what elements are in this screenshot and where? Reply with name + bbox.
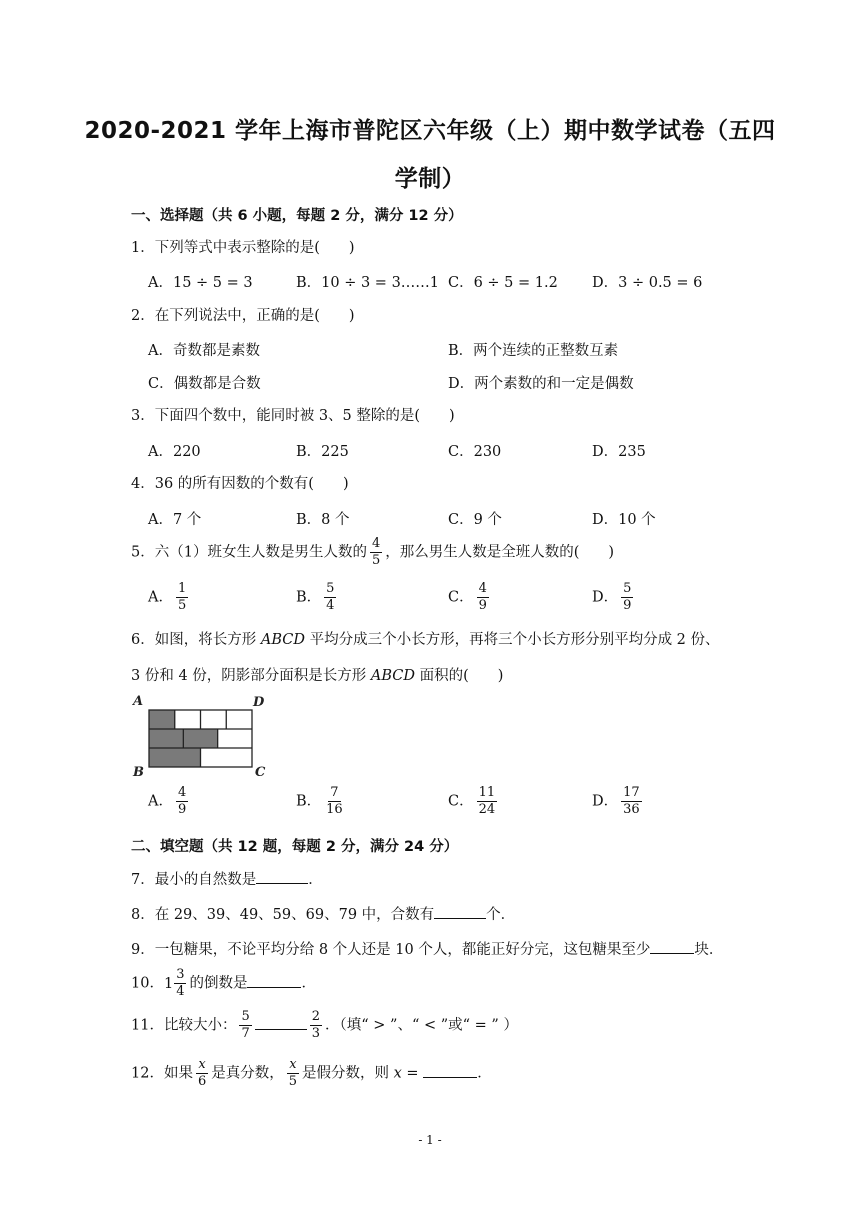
fraction-denominator: 5 bbox=[371, 553, 381, 568]
q4-option-b: B．8 个 bbox=[296, 512, 350, 528]
page-number: - 1 - bbox=[418, 1133, 442, 1147]
q5-option-a bbox=[148, 582, 191, 613]
answer-blank[interactable] bbox=[247, 973, 301, 988]
q6-option-c bbox=[448, 786, 500, 817]
q4-option-d: D．10 个 bbox=[592, 512, 656, 528]
q11-fraction-left bbox=[239, 1010, 251, 1041]
fraction-numerator: 5 bbox=[623, 581, 632, 596]
q9-text: 块． bbox=[694, 942, 724, 958]
option-fraction bbox=[621, 786, 642, 817]
q7-text: 7．最小的自然数是 bbox=[131, 872, 257, 888]
q12-fraction-1 bbox=[196, 1058, 208, 1089]
fraction-numerator: x bbox=[289, 1057, 297, 1072]
q1-option-b: B．10 ÷ 3 = 3……1 bbox=[296, 275, 440, 291]
question-4-stem: 4．36 的所有因数的个数有( ) bbox=[131, 476, 349, 492]
mixed-whole: 1 bbox=[163, 975, 174, 992]
q2-option-a: A．奇数都是素数 bbox=[148, 343, 260, 359]
fraction-denominator: 4 bbox=[326, 598, 335, 613]
section-heading-fill-in: 二、填空题（共 12 题，每题 2 分，满分 24 分） bbox=[131, 839, 459, 855]
fraction-denominator: 36 bbox=[623, 802, 640, 817]
q10-text: ． bbox=[301, 975, 316, 992]
q5-stem-part2: ，那么男生人数是全班人数的( ) bbox=[385, 544, 615, 561]
q9-text: 9．一包糖果，不论平均分给 8 个人还是 10 个人，都能正好分完，这包糖果至少 bbox=[131, 942, 651, 958]
option-label: B． bbox=[296, 793, 322, 810]
fraction-denominator: 16 bbox=[326, 802, 343, 817]
q3-option-d: D．235 bbox=[592, 444, 646, 460]
fraction-denominator: 4 bbox=[176, 984, 185, 999]
exam-title-line2: 学制） bbox=[394, 166, 466, 192]
q6-rect-name: ABCD bbox=[260, 632, 305, 648]
q6-text: 3 份和 4 份，阴影部分面积是长方形 bbox=[131, 668, 371, 684]
q12-text: 是假分数，则 bbox=[302, 1065, 394, 1082]
question-2-stem: 2．在下列说法中，正确的是( ) bbox=[131, 308, 355, 324]
option-fraction bbox=[621, 582, 633, 613]
q6-text: 平均分成三个小长方形，再将三个小长方形分别平均分成 2 份、 bbox=[304, 632, 720, 648]
fraction-denominator: 9 bbox=[177, 802, 187, 817]
q11-text: 11．比较大小： bbox=[131, 1017, 237, 1034]
q2-option-d: D．两个素数的和一定是偶数 bbox=[448, 376, 634, 392]
q10-text: 的倒数是 bbox=[189, 975, 248, 992]
q12-text: 是真分数， bbox=[211, 1065, 284, 1082]
q5-stem-fraction bbox=[370, 537, 382, 568]
fraction-denominator: 3 bbox=[311, 1026, 321, 1041]
q5-option-c bbox=[448, 582, 492, 613]
question-12 bbox=[131, 1058, 492, 1089]
option-label: C． bbox=[448, 793, 474, 810]
q2-option-c: C．偶数都是合数 bbox=[148, 376, 261, 392]
fraction-numerator: 11 bbox=[478, 785, 496, 800]
exam-title-line1: 2020-2021 学年上海市普陀区六年级（上）期中数学试卷（五四 bbox=[84, 118, 776, 144]
fraction-numerator: 7 bbox=[330, 785, 339, 800]
option-fraction bbox=[477, 582, 489, 613]
figure-label-b: B bbox=[133, 765, 144, 780]
question-11 bbox=[131, 1010, 518, 1041]
q12-fraction-2 bbox=[287, 1058, 299, 1089]
mixed-fraction bbox=[174, 968, 186, 999]
q11-fraction-right bbox=[310, 1010, 322, 1041]
fraction-denominator: 9 bbox=[623, 598, 632, 613]
q3-option-a: A．220 bbox=[148, 444, 201, 460]
q11-text: ．（填“ > ”、“ < ”或“ = ” ） bbox=[325, 1017, 518, 1034]
option-label: C． bbox=[448, 589, 474, 606]
q7-text: ． bbox=[308, 872, 323, 888]
answer-blank[interactable] bbox=[255, 1015, 307, 1030]
option-fraction bbox=[176, 582, 188, 613]
q10-text: 10． bbox=[131, 975, 164, 992]
q4-option-a: A．7 个 bbox=[148, 512, 202, 528]
q6-text: 6．如图，将长方形 bbox=[131, 632, 261, 648]
option-label: A． bbox=[148, 589, 173, 606]
fraction-numerator: 2 bbox=[311, 1009, 321, 1024]
option-label: B． bbox=[296, 589, 322, 606]
figure-label-c: C bbox=[255, 765, 266, 780]
fraction-numerator: x bbox=[198, 1057, 206, 1072]
answer-blank[interactable] bbox=[423, 1063, 477, 1078]
fraction-numerator: 4 bbox=[478, 581, 487, 596]
q6-rect-name: ABCD bbox=[370, 668, 416, 684]
option-fraction bbox=[324, 582, 336, 613]
q6-text: 面积的( ) bbox=[415, 668, 504, 684]
shaded-third-1 bbox=[149, 729, 183, 748]
option-label: D． bbox=[592, 589, 619, 606]
fraction-denominator: 7 bbox=[241, 1026, 250, 1041]
question-5-stem bbox=[131, 537, 614, 568]
shaded-quarter bbox=[149, 710, 175, 729]
q5-option-b bbox=[296, 582, 339, 613]
fraction-numerator: 4 bbox=[371, 536, 381, 551]
q8-text: 8．在 29、39、49、59、69、79 中，合数有 bbox=[131, 907, 435, 923]
q5-option-d bbox=[592, 582, 636, 613]
q6-option-d bbox=[592, 786, 645, 817]
question-8 bbox=[131, 903, 515, 924]
shaded-third-2 bbox=[183, 729, 217, 748]
fraction-denominator: 5 bbox=[288, 1074, 298, 1089]
option-fraction bbox=[324, 786, 345, 817]
q12-text: = bbox=[401, 1065, 424, 1082]
q1-option-a: A．15 ÷ 5 = 3 bbox=[148, 275, 253, 291]
q2-option-b: B．两个连续的正整数互素 bbox=[448, 343, 619, 359]
fraction-numerator: 3 bbox=[176, 967, 185, 982]
answer-blank[interactable] bbox=[650, 939, 694, 954]
question-7 bbox=[131, 868, 323, 889]
answer-blank[interactable] bbox=[434, 904, 486, 919]
q1-option-d: D．3 ÷ 0.5 = 6 bbox=[592, 275, 703, 291]
q6-option-a bbox=[148, 786, 191, 817]
option-fraction bbox=[176, 786, 188, 817]
fraction-numerator: 17 bbox=[623, 785, 640, 800]
question-6-stem-line1 bbox=[131, 628, 720, 649]
question-9 bbox=[131, 938, 723, 959]
fraction-numerator: 5 bbox=[241, 1009, 250, 1024]
answer-blank[interactable] bbox=[256, 869, 308, 884]
fraction-denominator: 24 bbox=[478, 802, 496, 817]
option-label: A． bbox=[148, 793, 173, 810]
option-label: D． bbox=[592, 793, 619, 810]
q1-option-c: C．6 ÷ 5 = 1.2 bbox=[448, 275, 558, 291]
q5-stem-part1: 5．六（1）班女生人数是男生人数的 bbox=[131, 544, 367, 561]
q3-option-b: B．225 bbox=[296, 444, 349, 460]
figure-label-d: D bbox=[253, 695, 265, 710]
shaded-half bbox=[149, 748, 201, 767]
option-fraction bbox=[477, 786, 498, 817]
fraction-numerator: 5 bbox=[326, 581, 335, 596]
q12-text: ． bbox=[477, 1065, 492, 1082]
q4-option-c: C．9 个 bbox=[448, 512, 502, 528]
fraction-numerator: 1 bbox=[177, 581, 187, 596]
q6-option-b bbox=[296, 786, 348, 817]
q12-text: 12．如果 bbox=[131, 1065, 193, 1082]
fraction-denominator: 5 bbox=[177, 598, 187, 613]
fraction-denominator: 9 bbox=[478, 598, 487, 613]
question-3-stem: 3．下面四个数中，能同时被 3、5 整除的是( ) bbox=[131, 408, 455, 424]
question-1-stem: 1．下列等式中表示整除的是( ) bbox=[131, 240, 355, 256]
question-10 bbox=[131, 968, 316, 999]
q8-text: 个． bbox=[486, 907, 516, 923]
q12-variable: x bbox=[393, 1065, 402, 1082]
fraction-numerator: 4 bbox=[177, 785, 187, 800]
q3-option-c: C．230 bbox=[448, 444, 502, 460]
question-6-stem-line2 bbox=[131, 664, 503, 685]
section-heading-choice: 一、选择题（共 6 小题，每题 2 分，满分 12 分） bbox=[131, 208, 463, 224]
q6-rectangle-figure bbox=[130, 690, 275, 782]
mixed-number bbox=[164, 968, 190, 999]
fraction-denominator: 6 bbox=[197, 1074, 207, 1089]
figure-label-a: A bbox=[133, 694, 144, 709]
